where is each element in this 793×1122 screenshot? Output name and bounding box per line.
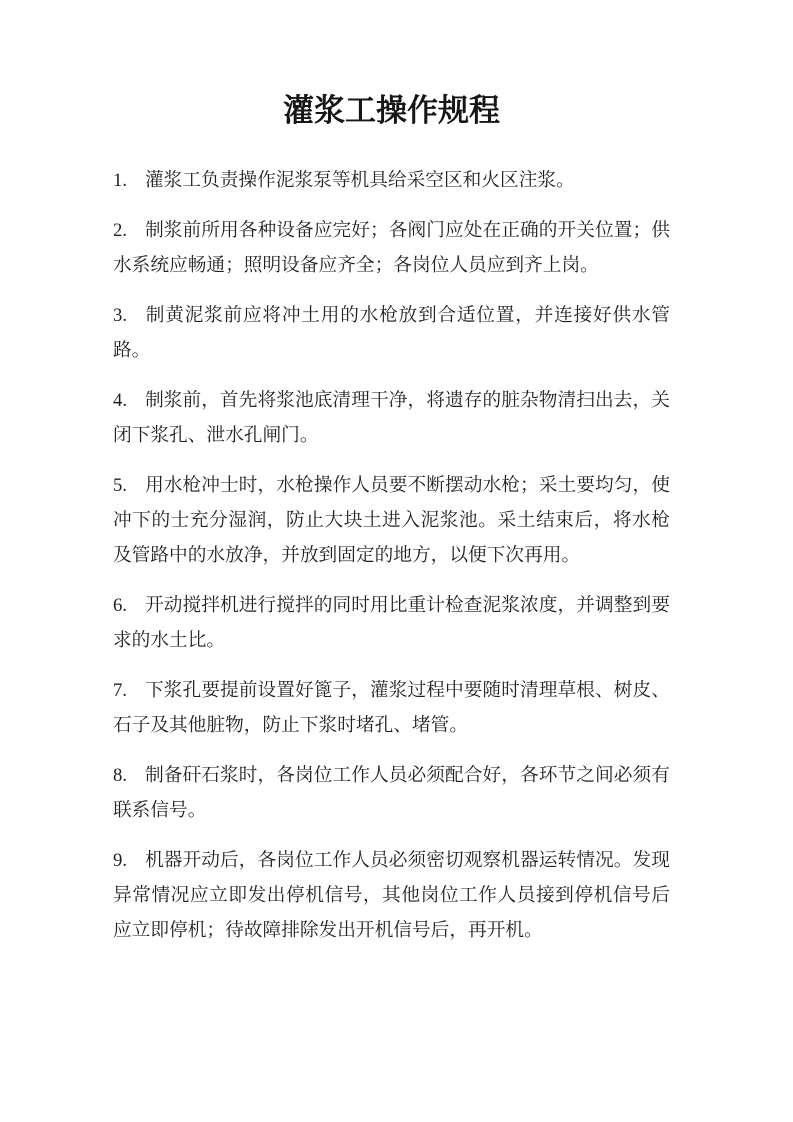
item-text: 用水枪冲士时，水枪操作人员要不断摆动水枪；采土要均匀，使冲下的士充分湿润，防止大块土进入泥浆池。采土结束后，将水枪及管路中的水放净，并放到固定的地方，以便下次再用。 (113, 475, 670, 566)
item-number: 6. (113, 595, 128, 616)
item-number: 3. (113, 305, 128, 326)
item-number: 7. (113, 680, 128, 701)
item-number: 9. (113, 850, 128, 871)
item-text: 制黄泥浆前应将冲土用的水枪放到合适位置，并连接好供水管路。 (113, 305, 670, 361)
list-item (113, 383, 670, 453)
list-item (113, 298, 670, 368)
list-item (113, 843, 670, 948)
item-text: 灌浆工负责操作泥浆泵等机具给采空区和火区注浆。 (145, 170, 575, 191)
item-text: 下浆孔要提前设置好篦子，灌浆过程中要随时清理草根、树皮、石子及其他脏物，防止下浆时堵孔、堵管。 (113, 680, 670, 736)
item-text: 制浆前所用各种设备应完好；各阀门应处在正确的开关位置；供水系统应畅通；照明设备应齐全；各岗位人员应到齐上岗。 (113, 220, 670, 276)
item-number: 8. (113, 765, 128, 786)
list-item (113, 468, 670, 573)
item-number: 5. (113, 475, 128, 496)
list-item (113, 588, 670, 658)
item-text: 机器开动后，各岗位工作人员必须密切观察机器运转情况。发现异常情况应立即发出停机信号，其他岗位工作人员接到停机信号后应立即停机；待故障排除发出开机信号后，再开机。 (113, 850, 670, 941)
list-item (113, 673, 670, 743)
item-text: 制浆前，首先将浆池底清理干净，将遗存的脏杂物清扫出去，关闭下浆孔、泄水孔闸门。 (113, 390, 670, 446)
list-item (113, 163, 670, 198)
item-text: 开动搅拌机进行搅拌的同时用比重计检查泥浆浓度，并调整到要求的水土比。 (113, 595, 670, 651)
item-number: 1. (113, 170, 128, 191)
item-number: 4. (113, 390, 128, 411)
list-item (113, 758, 670, 828)
item-number: 2. (113, 220, 128, 241)
list-item (113, 213, 670, 283)
page-title: 灌浆工操作规程 (283, 93, 500, 128)
item-text: 制备矸石浆时，各岗位工作人员必须配合好，各环节之间必须有联系信号。 (113, 765, 670, 821)
procedure-list (113, 163, 670, 948)
